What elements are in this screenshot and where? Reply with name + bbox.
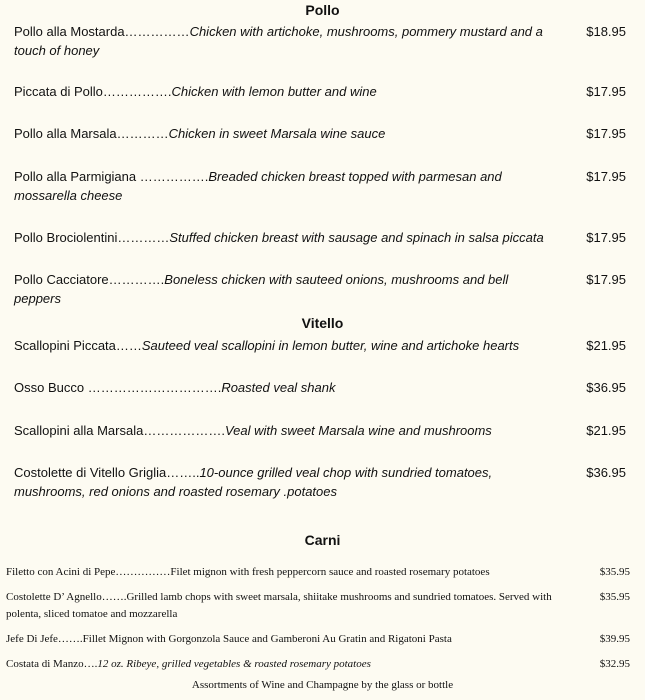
menu-item	[6, 656, 638, 673]
item-description: Veal with sweet Marsala wine and mushrooms	[224, 423, 492, 438]
item-price: $35.95	[599, 591, 630, 603]
item-description: Roasted veal shank	[221, 380, 336, 395]
footer-note: Assortments of Wine and Champagne by the glass or bottle	[191, 679, 454, 691]
menu-item	[14, 336, 634, 355]
item-price: $36.95	[586, 465, 626, 480]
item-description: Breaded chicken breast topped with parmesan and mossarella cheese	[14, 169, 502, 203]
item-description: 10-ounce grilled veal chop with sundried tomatoes, mushrooms, red onions and roasted rosemary .potatoes	[14, 465, 493, 499]
item-description: Chicken with lemon butter and wine	[171, 84, 377, 99]
item-name: Filetto con Acini di Pepe……………	[6, 566, 171, 578]
item-price: $39.95	[599, 633, 630, 645]
item-name: Costolette di Vitello Griglia……..	[14, 465, 200, 480]
item-name: Osso Bucco ………………………….	[14, 380, 222, 395]
item-price: $17.95	[586, 169, 626, 184]
item-name: Jefe Di Jefe…….	[6, 633, 83, 645]
menu-item	[6, 631, 638, 648]
item-price: $17.95	[586, 230, 626, 245]
item-price: $36.95	[586, 380, 626, 395]
item-description: Stuffed chicken breast with sausage and spinach in salsa piccata	[169, 230, 544, 245]
item-description: Chicken in sweet Marsala wine sauce	[168, 126, 386, 141]
item-name: Scallopini alla Marsala……………….	[14, 423, 225, 438]
item-description: Boneless chicken with sauteed onions, mushrooms and bell peppers	[14, 272, 509, 306]
menu-item	[14, 228, 634, 247]
item-name: Pollo alla Parmigiana …………….	[14, 169, 209, 184]
section-title-vitello: Vitello	[301, 315, 344, 331]
item-name: Pollo Brociolentini…………	[14, 230, 170, 245]
menu-item	[6, 589, 638, 623]
item-name: Pollo alla Mostarda……………	[14, 24, 190, 39]
item-price: $17.95	[586, 272, 626, 287]
menu-item	[14, 22, 634, 60]
menu-item	[14, 421, 634, 440]
item-name: Pollo alla Marsala…………	[14, 126, 169, 141]
menu-item	[14, 124, 634, 143]
menu-item	[14, 82, 634, 101]
item-price: $17.95	[586, 84, 626, 99]
menu-item	[14, 378, 634, 397]
menu-item	[14, 270, 634, 308]
item-description: Fillet Mignon with Gorgonzola Sauce and Gamberoni Au Gratin and Rigatoni Pasta	[82, 633, 452, 645]
item-price: $32.95	[599, 658, 630, 670]
item-name: Scallopini Piccata……	[14, 338, 142, 353]
item-price: $35.95	[599, 566, 630, 578]
item-price: $17.95	[586, 126, 626, 141]
item-description: Sauteed veal scallopini in lemon butter, wine and artichoke hearts	[141, 338, 520, 353]
menu-item	[6, 564, 638, 581]
section-title-pollo: Pollo	[305, 2, 340, 18]
item-description: Chicken with artichoke, mushrooms, pommery mustard and a touch of honey	[14, 24, 543, 58]
menu-item	[14, 463, 634, 501]
item-price: $18.95	[586, 24, 626, 39]
item-price: $21.95	[586, 338, 626, 353]
item-description: Filet mignon with fresh peppercorn sauce and roasted rosemary potatoes	[170, 566, 490, 578]
item-description: Grilled lamb chops with sweet marsala, shiitake mushrooms and sundried tomatoes. Served with polenta, sliced tomatoe and mozzarella	[6, 591, 552, 620]
item-name: Piccata di Pollo…………….	[14, 84, 172, 99]
item-name: Costata di Manzo….	[6, 658, 98, 670]
item-name: Pollo Cacciatore………….	[14, 272, 165, 287]
section-title-carni: Carni	[304, 532, 341, 548]
menu-item	[14, 167, 634, 205]
item-description: 12 oz. Ribeye, grilled vegetables & roasted rosemary potatoes	[97, 658, 371, 670]
item-name: Costolette D’ Agnello…….	[6, 591, 127, 603]
item-price: $21.95	[586, 423, 626, 438]
